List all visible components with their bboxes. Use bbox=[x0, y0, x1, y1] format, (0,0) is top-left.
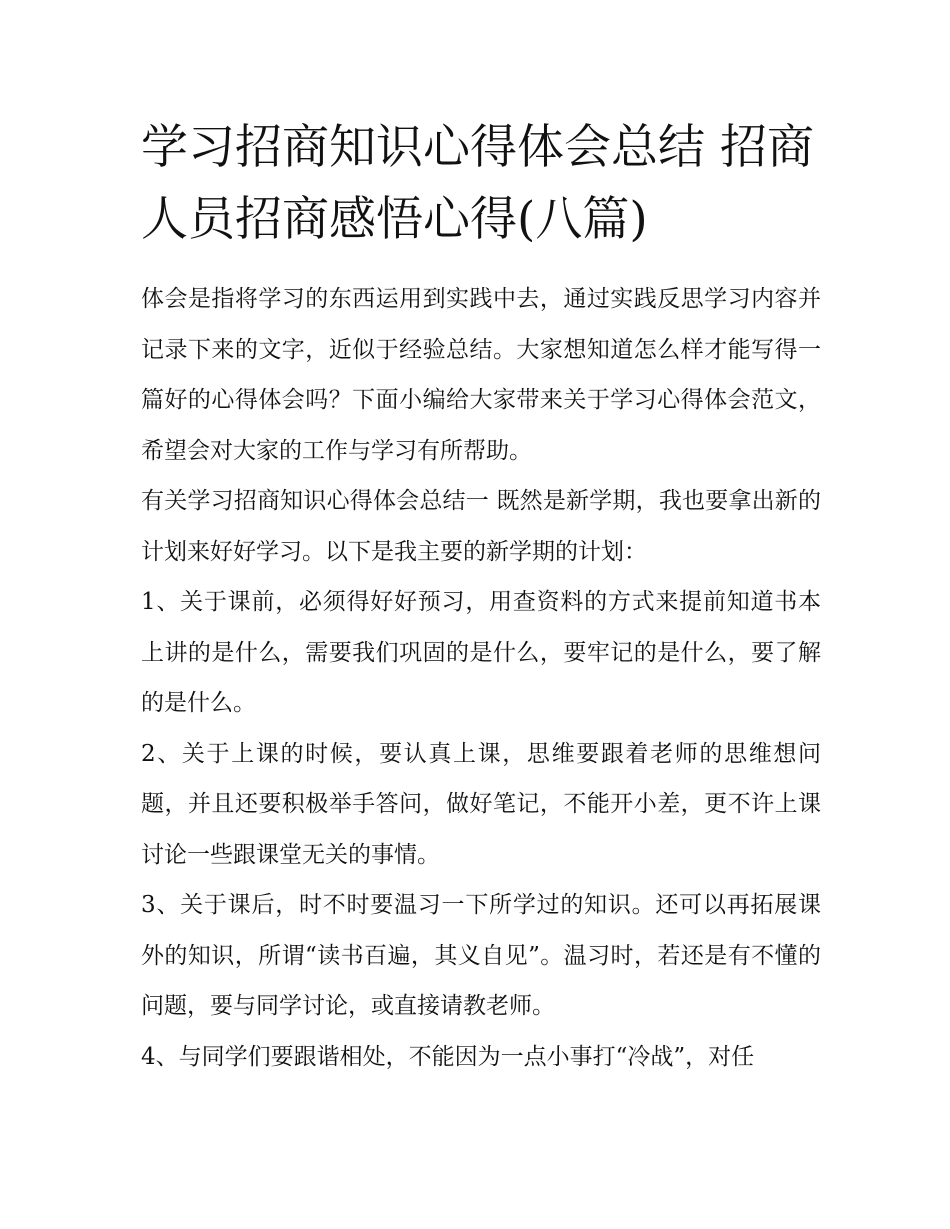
paragraph-item-4: 4、与同学们要跟谐相处，不能因为一点小事打“冷战”，对任 bbox=[141, 1043, 755, 1070]
paragraph-item-3: 3、关于课后，时不时要温习一下所学过的知识。还可以再拓展课外的知识，所谓“读书百遍，其义自见”。温习时，若还是有不懂的问题，要与同学讨论，或直接请教老师。 bbox=[141, 892, 821, 1019]
document-body bbox=[141, 274, 821, 1082]
paragraph-intro: 体会是指将学习的东西运用到实践中去，通过实践反思学习内容并记录下来的文字，近似于经验总结。大家想知道怎么样才能写得一篇好的心得体会吗？下面小编给大家带来关于学习心得体会范文，希望会对大家的工作与学习有所帮助。 bbox=[141, 286, 821, 464]
paragraph-item-2: 2、关于上课的时候，要认真上课，思维要跟着老师的思维想问题，并且还要积极举手答问，做好笔记，不能开小差，更不许上课讨论一些跟课堂无关的事情。 bbox=[141, 740, 821, 868]
document-content bbox=[141, 112, 821, 1082]
paragraph-item-1: 1、关于课前，必须得好好预习，用查资料的方式来提前知道书本上讲的是什么，需要我们巩固的是什么，要牢记的是什么，要了解的是什么。 bbox=[141, 589, 821, 716]
paragraph-section-one: 有关学习招商知识心得体会总结一 既然是新学期，我也要拿出新的计划来好好学习。以下是我主要的新学期的计划： bbox=[141, 488, 821, 565]
document-title: 学习招商知识心得体会总结 招商人员招商感悟心得(八篇) bbox=[141, 120, 814, 247]
